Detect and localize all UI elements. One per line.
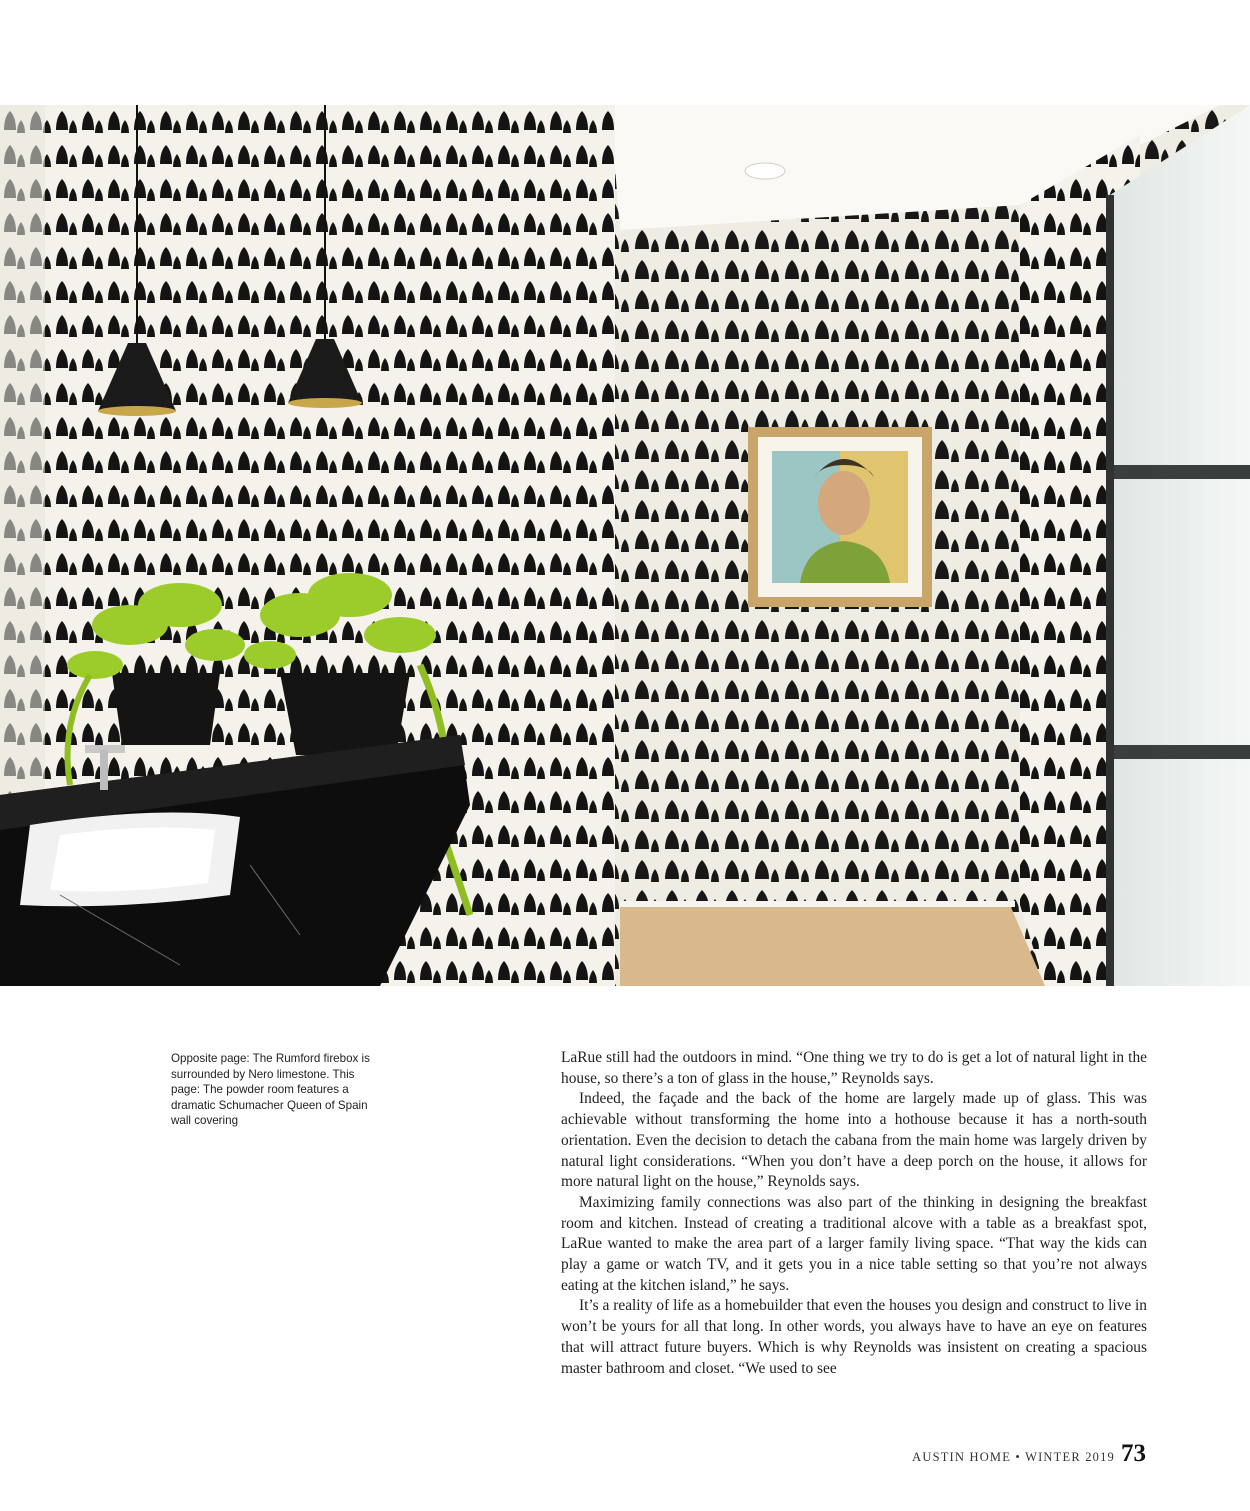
page-number: 73 — [1121, 1440, 1146, 1467]
powder-room-photo — [0, 105, 1250, 986]
article-paragraph: LaRue still had the outdoors in mind. “One thing we try to do is get a lot of natural light in the house, so there’s a ton of glass in the house,” Reynolds says. — [561, 1049, 1147, 1087]
article-paragraph: Indeed, the façade and the back of the home are largely made up of glass. This was achievable without transforming the home into a hothouse because it has a north-south orientation. Even the decision to detach the cabana from the main home was largely driven by natural light considerations. “When you don’t have a deep porch on the house, it allows for more natural light on the house,” Reynolds says. — [561, 1090, 1147, 1191]
article-body — [561, 1048, 1147, 1379]
article-paragraph: Maximizing family connections was also part of the thinking in designing the breakfast room and kitchen. Instead of creating a traditional alcove with a table as a breakfast spot, LaRue wanted to make the area part of a larger family living space. “That way the kids can play a game or watch TV, and it gets you in a nice table setting so that you’re not always eating at the kitchen island,” he says. — [561, 1193, 1147, 1294]
publication-name: AUSTIN HOME • WINTER 2019 — [912, 1450, 1115, 1464]
photo-caption: Opposite page: The Rumford firebox is surrounded by Nero limestone. This page: The powder room features a dramatic Schumacher Queen of Spain wall covering — [171, 1052, 370, 1127]
powder-room-illustration — [0, 105, 1250, 986]
article-paragraph: It’s a reality of life as a homebuilder that even the houses you design and construct to live in won’t be yours for all that long. In other words, you always have to have an eye on features that will attract future buyers. Which is why Reynolds was insistent on creating a spacious master bathroom and closet. “We used to see — [561, 1297, 1147, 1377]
page-folio — [912, 1440, 1146, 1468]
